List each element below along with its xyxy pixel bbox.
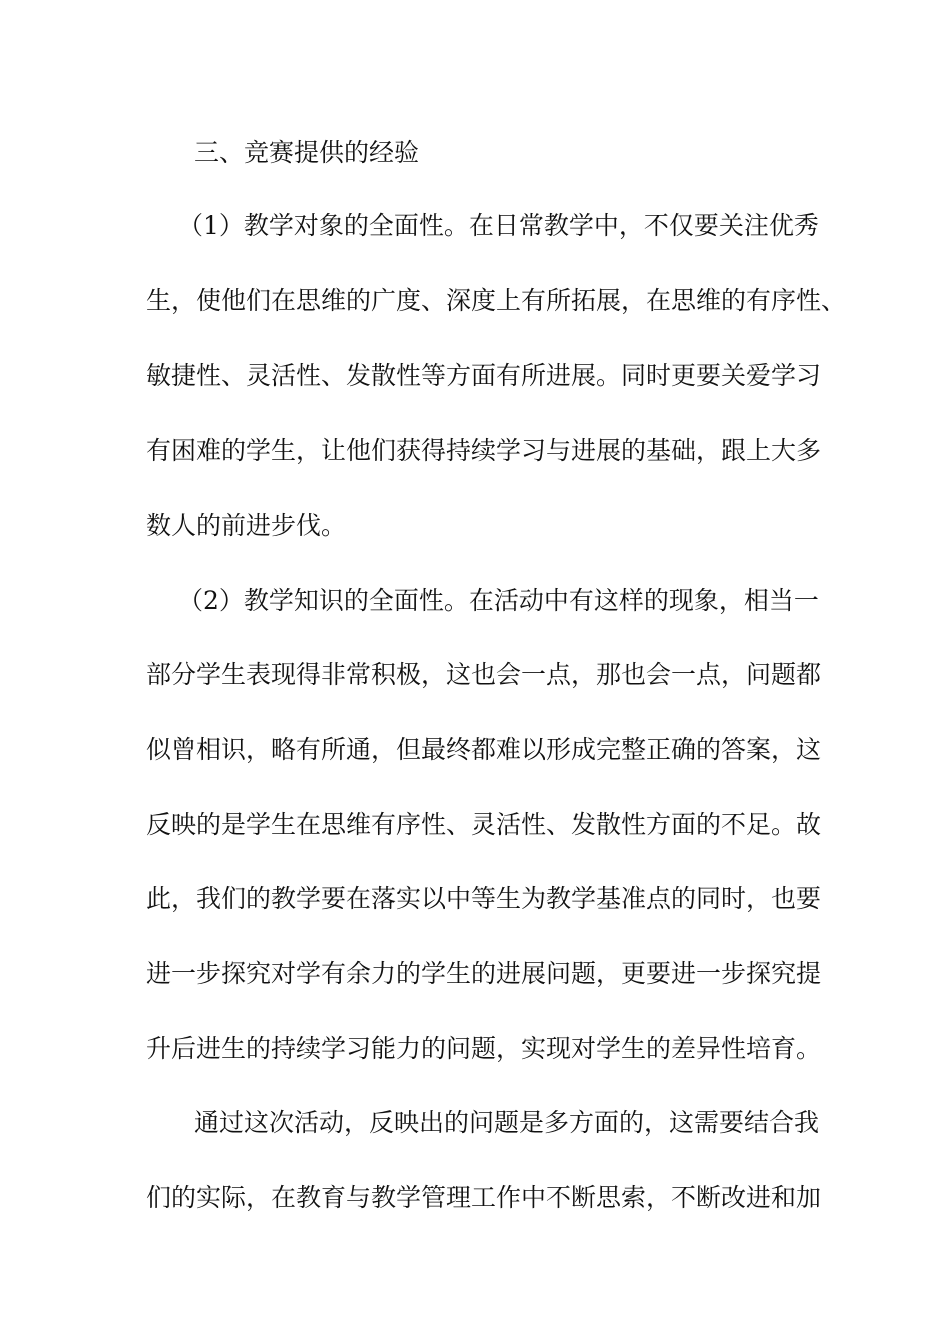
paragraph-line: （1）教学对象的全面性。在日常教学中，不仅要关注优秀 xyxy=(178,211,819,240)
paragraph-line: 升后进生的持续学习能力的问题，实现对学生的差异性培育。 xyxy=(146,1034,822,1063)
paragraph-line: 反映的是学生在思维有序性、灵活性、发散性方面的不足。故 xyxy=(146,810,822,839)
paragraph-line: 部分学生表现得非常积极，这也会一点，那也会一点，问题都 xyxy=(146,660,822,689)
paragraph-line: 敏捷性、灵活性、发散性等方面有所进展。同时更要关爱学习 xyxy=(146,361,822,390)
paragraph-line: 数人的前进步伐。 xyxy=(146,511,347,540)
paragraph-line: 们的实际，在教育与教学管理工作中不断思索，不断改进和加 xyxy=(146,1183,822,1212)
paragraph-line: 进一步探究对学有余力的学生的进展问题，更要进一步探究提 xyxy=(146,959,822,988)
paragraph-line: 通过这次活动，反映出的问题是多方面的，这需要结合我 xyxy=(194,1108,820,1137)
paragraph-line: 生，使他们在思维的广度、深度上有所拓展，在思维的有序性、 xyxy=(146,286,847,315)
paragraph-line: 似曾相识，略有所通，但最终都难以形成完整正确的答案，这 xyxy=(146,735,822,764)
section-heading: 三、竞赛提供的经验 xyxy=(194,138,420,167)
paragraph-line: 此，我们的教学要在落实以中等生为教学基准点的同时，也要 xyxy=(146,884,822,913)
paragraph-line: （2）教学知识的全面性。在活动中有这样的现象，相当一 xyxy=(178,586,819,615)
paragraph-line: 有困难的学生，让他们获得持续学习与进展的基础，跟上大多 xyxy=(146,436,822,465)
